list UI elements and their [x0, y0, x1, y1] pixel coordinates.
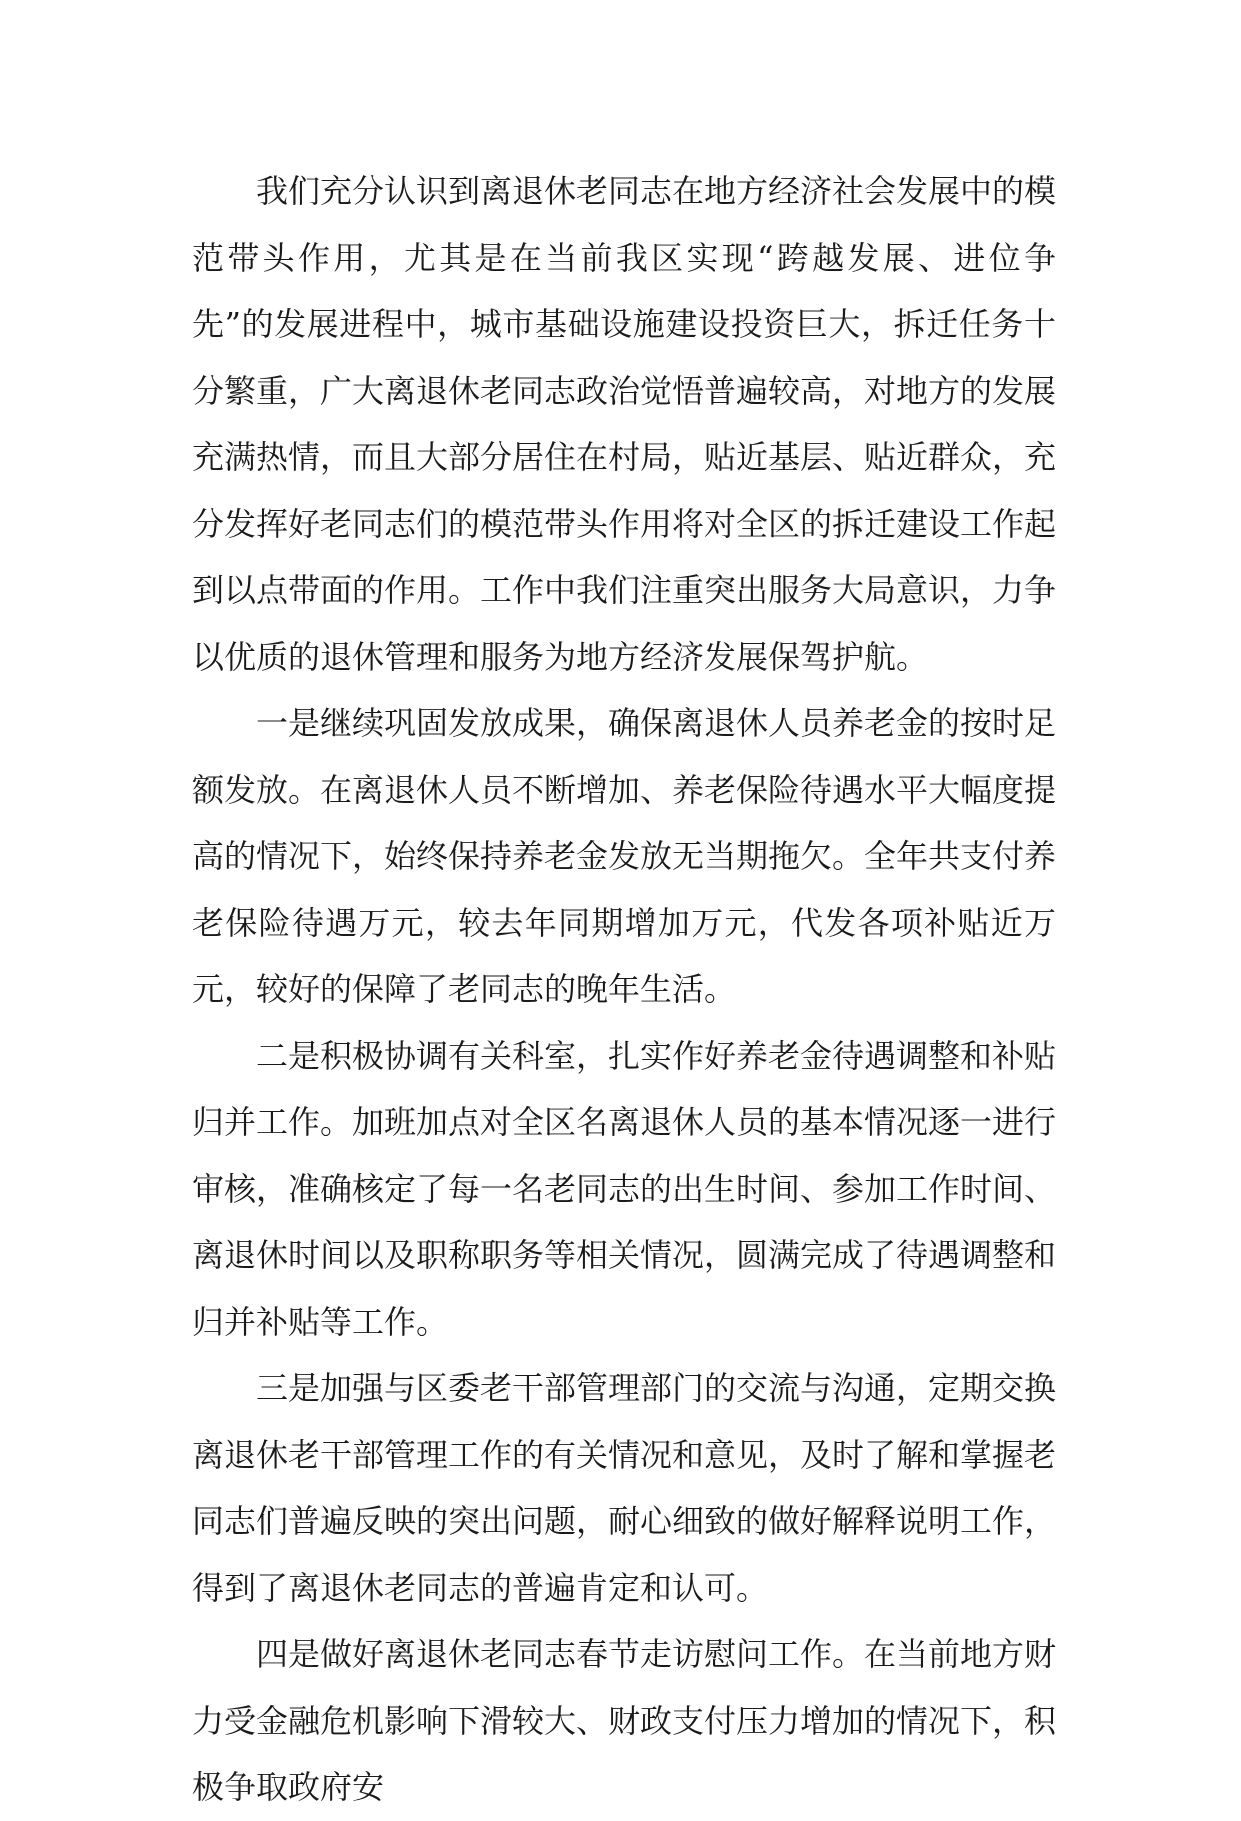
paragraph-item-1: 一是继续巩固发放成果，确保离退休人员养老金的按时足额发放。在离退休人员不断增加、养老保险待遇水平大幅度提高的情况下，始终保持养老金发放无当期拖欠。全年共支付养老保险待遇万元，较去年同期增加万元，代发各项补贴近万元，较好的保障了老同志的晚年生活。 — [192, 704, 1057, 1008]
document-body — [192, 158, 1056, 1821]
paragraph-intro: 我们充分认识到离退休老同志在地方经济社会发展中的模范带头作用，尤其是在当前我区实现“跨越发展、进位争先”的发展进程中，城市基础设施建设投资巨大，拆迁任务十分繁重，广大离退休老同志政治觉悟普遍较高，对地方的发展充满热情，而且大部分居住在村局，贴近基层、贴近群众，充分发挥好老同志们的模范带头作用将对全区的拆迁建设工作起到以点带面的作用。工作中我们注重突出服务大局意识，力争以优质的退休管理和服务为地方经济发展保驾护航。 — [192, 172, 1057, 676]
paragraph-item-2: 二是积极协调有关科室，扎实作好养老金待遇调整和补贴归并工作。加班加点对全区名离退休人员的基本情况逐一进行审核，准确核定了每一名老同志的出生时间、参加工作时间、离退休时间以及职称职务等相关情况，圆满完成了待遇调整和归并补贴等工作。 — [192, 1036, 1057, 1341]
paragraph-item-3: 三是加强与区委老干部管理部门的交流与沟通，定期交换离退休老干部管理工作的有关情况和意见，及时了解和掌握老同志们普遍反映的突出问题，耐心细致的做好解释说明工作，得到了离退休老同志的普遍肯定和认可。 — [192, 1369, 1057, 1607]
paragraph-item-4: 四是做好离退休老同志春节走访慰问工作。在当前地方财力受金融危机影响下滑较大、财政支付压力增加的情况下，积极争取政府安 — [192, 1635, 1057, 1806]
